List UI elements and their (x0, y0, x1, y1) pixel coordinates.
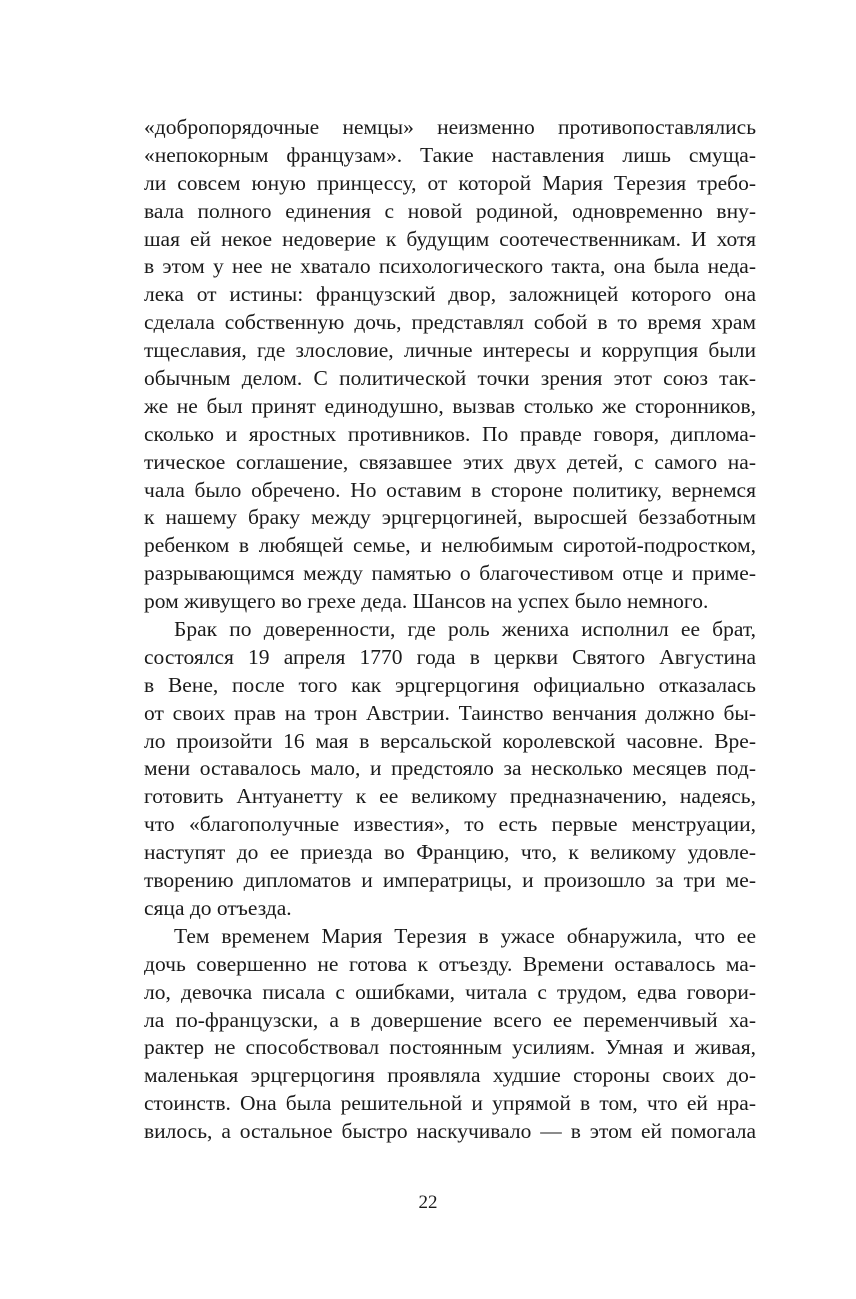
text-line: в Вене, после того как эрцгерцогиня официально отказалась (144, 672, 756, 697)
text-line: Тем временем Мария Терезия в ужасе обнаружила, что ее (174, 923, 756, 948)
text-line: готовить Антуанетту к ее великому предназначению, надеясь, (144, 784, 756, 809)
text-line: дочь совершенно не готова к отъезду. Времени оставалось ма- (144, 951, 756, 976)
text-line: рактер не способствовал постоянным усилиям. Умная и живая, (144, 1035, 756, 1060)
page-body (144, 114, 756, 1146)
text-line: «добропорядочные немцы» неизменно противопоставлялись (144, 115, 756, 139)
text-line: вилось, а остальное быстро наскучивало — в этом ей помогала (144, 1119, 756, 1144)
text-line: состоялся 19 апреля 1770 года в церкви Святого Августина (144, 644, 756, 669)
text-line: что «благополучные известия», то есть первые менструации, (144, 812, 756, 837)
text-line: ром живущего во грехе деда. Шансов на успех было немного. (144, 589, 709, 614)
page-number: 22 (418, 1192, 438, 1213)
text-line: от своих прав на трон Австрии. Таинство венчания должно бы- (144, 700, 756, 725)
text-line: маленькая эрцгерцогиня проявляла худшие стороны своих до- (144, 1063, 756, 1088)
text-line: шая ей некое недоверие к будущим соотечественникам. И хотя (144, 226, 756, 251)
text-line: Брак по доверенности, где роль жениха исполнил ее брат, (174, 617, 756, 642)
text-line: сколько и яростных противников. По правде говоря, диплома- (144, 421, 756, 446)
text-line: «непокорным французам». Такие наставления лишь смуща- (144, 142, 756, 167)
text-line: ребенком в любящей семье, и нелюбимым сиротой-подростком, (144, 533, 756, 558)
text-line: в этом у нее не хватало психологического такта, она была неда- (144, 254, 756, 279)
text-line: чала было обречено. Но оставим в стороне политику, вернемся (144, 477, 756, 502)
text-line: ла по-французски, а в довершение всего ее переменчивый ха- (144, 1007, 756, 1032)
text-line: сделала собственную дочь, представлял собой в то время храм (144, 310, 756, 335)
text-line: наступят до ее приезда во Францию, что, к великому удовле- (144, 840, 756, 865)
text-line: разрывающимся между памятью о благочестивом отце и приме- (144, 561, 756, 586)
text-line: тщеславия, где злословие, личные интересы и коррупция были (144, 338, 756, 363)
text-line: вала полного единения с новой родиной, одновременно вну- (144, 198, 756, 223)
text-line: тическое соглашение, связавшее этих двух детей, с самого на- (144, 449, 756, 474)
text-line: обычным делом. С политической точки зрения этот союз так- (144, 366, 756, 391)
text-line: лека от истины: французский двор, заложницей которого она (144, 282, 756, 307)
text-line: к нашему браку между эрцгерцогиней, выросшей беззаботным (144, 505, 756, 530)
text-line: стоинств. Она была решительной и упрямой в том, что ей нра- (144, 1091, 756, 1116)
text-line: мени оставалось мало, и предстояло за несколько месяцев под- (144, 756, 756, 781)
text-line: творению дипломатов и императрицы, и произошло за три ме- (144, 868, 756, 893)
text-line: же не был принят единодушно, вызвав столько же сторонников, (144, 393, 756, 418)
text-line: ли совсем юную принцессу, от которой Мария Терезия требо- (144, 170, 756, 195)
text-line: ло, девочка писала с ошибками, читала с трудом, едва говори- (144, 979, 756, 1004)
text-line: ло произойти 16 мая в версальской королевской часовне. Вре- (144, 728, 756, 753)
text-line: сяца до отъезда. (144, 895, 292, 920)
